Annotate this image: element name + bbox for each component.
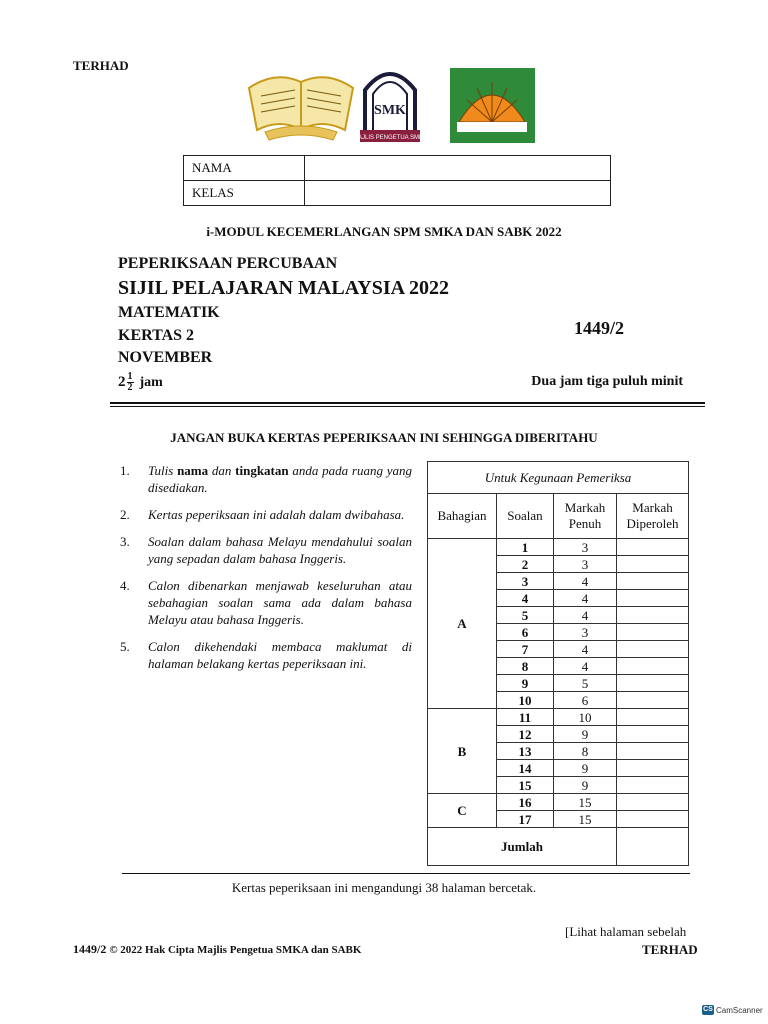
divider-thin (110, 406, 705, 407)
question-number: 10 (497, 692, 554, 709)
header-full-marks: Markah Penuh (554, 494, 617, 539)
instruction-text: Calon dikehendaki membaca maklumat di halaman belakang kertas peperiksaan ini. (148, 639, 412, 671)
obtained-mark-cell[interactable] (617, 692, 689, 709)
duration-unit: jam (139, 374, 163, 390)
duration-words: Dua jam tiga puluh minit (531, 374, 683, 389)
examiner-marks-table (427, 461, 689, 866)
instruction-text: Tulis nama dan tingkatan anda pada ruang yang disediakan. (148, 463, 412, 495)
duration-whole: 2 (118, 374, 126, 390)
question-number: 16 (497, 794, 554, 811)
question-number: 3 (497, 573, 554, 590)
question-number: 13 (497, 743, 554, 760)
see-next-page: [Lihat halaman sebelah (565, 924, 687, 939)
exam-title: PEPERIKSAAN PERCUBAAN (118, 255, 338, 272)
obtained-mark-cell[interactable] (617, 777, 689, 794)
footer-copyright (73, 942, 361, 957)
question-number: 17 (497, 811, 554, 828)
instruction-item (120, 533, 412, 567)
question-number: 11 (497, 709, 554, 726)
full-mark: 5 (554, 675, 617, 692)
full-mark: 3 (554, 624, 617, 641)
footer-code: 1449/2 (73, 942, 107, 956)
full-mark: 4 (554, 607, 617, 624)
duration-denominator: 2 (127, 382, 133, 393)
section-a: A (428, 539, 497, 709)
duration-fraction (127, 372, 134, 393)
classification-header: TERHAD (73, 58, 129, 73)
full-mark: 8 (554, 743, 617, 760)
question-number: 14 (497, 760, 554, 777)
obtained-mark-cell[interactable] (617, 760, 689, 777)
question-number: 2 (497, 556, 554, 573)
duration (118, 372, 163, 393)
obtained-mark-cell[interactable] (617, 794, 689, 811)
class-field[interactable] (305, 181, 611, 206)
section-c: C (428, 794, 497, 828)
instruction-text: Calon dibenarkan menjawab keseluruhan atau sebahagian soalan sama ada dalam bahasa Melayu atau bahasa Inggeris. (148, 578, 412, 627)
full-mark: 9 (554, 760, 617, 777)
instruction-text: Soalan dalam bahasa Melayu mendahului soalan yang sepadan dalam bahasa Inggeris. (148, 534, 412, 566)
question-number: 6 (497, 624, 554, 641)
class-label: KELAS (184, 181, 305, 206)
page-count-note: Kertas peperiksaan ini mengandungi 38 halaman bercetak. (231, 880, 537, 895)
subject: MATEMATIK (118, 304, 220, 321)
name-class-form (183, 155, 611, 206)
question-number: 9 (497, 675, 554, 692)
divider-bottom (122, 873, 690, 874)
instruction-item (120, 638, 412, 672)
camscanner-label: CamScanner (716, 1005, 763, 1015)
open-book-logo (249, 77, 353, 140)
question-number: 7 (497, 641, 554, 658)
full-mark: 6 (554, 692, 617, 709)
logo-caption: MAJLIS PENGETUA SMKA (352, 135, 428, 141)
full-mark: 3 (554, 556, 617, 573)
obtained-mark-cell[interactable] (617, 556, 689, 573)
table-caption: Untuk Kegunaan Pemeriksa (428, 462, 689, 494)
divider-thick (110, 402, 705, 404)
sabk-logo (450, 68, 535, 143)
obtained-mark-cell[interactable] (617, 658, 689, 675)
instruction-number: 3. (120, 534, 130, 549)
question-number: 12 (497, 726, 554, 743)
name-field[interactable] (305, 156, 611, 181)
name-label: NAMA (184, 156, 305, 181)
exam-name: SIJIL PELAJARAN MALAYSIA 2022 (118, 277, 449, 299)
full-mark: 4 (554, 641, 617, 658)
month: NOVEMBER (118, 349, 213, 366)
full-mark: 4 (554, 590, 617, 607)
obtained-mark-cell[interactable] (617, 590, 689, 607)
full-mark: 9 (554, 726, 617, 743)
question-number: 15 (497, 777, 554, 794)
camscanner-watermark (702, 1005, 763, 1015)
full-mark: 3 (554, 539, 617, 556)
instruction-text: Kertas peperiksaan ini adalah dalam dwibahasa. (148, 507, 405, 522)
logo-mark-text: SMK (374, 103, 406, 118)
classification-footer: TERHAD (642, 942, 698, 957)
obtained-mark-cell[interactable] (617, 624, 689, 641)
header-section: Bahagian (428, 494, 497, 539)
camscanner-icon: CS (703, 1006, 713, 1013)
obtained-mark-cell[interactable] (617, 573, 689, 590)
question-number: 4 (497, 590, 554, 607)
instruction-item (120, 462, 412, 496)
obtained-mark-cell[interactable] (617, 743, 689, 760)
obtained-mark-cell[interactable] (617, 811, 689, 828)
footer-copyright-text: © 2022 Hak Cipta Majlis Pengetua SMKA dan SABK (109, 944, 362, 956)
full-mark: 4 (554, 573, 617, 590)
obtained-mark-cell[interactable] (617, 607, 689, 624)
question-number: 5 (497, 607, 554, 624)
full-mark: 15 (554, 794, 617, 811)
full-mark: 9 (554, 777, 617, 794)
instruction-item (120, 506, 412, 523)
section-b: B (428, 709, 497, 794)
total-cell[interactable] (617, 828, 689, 866)
paper: KERTAS 2 (118, 327, 195, 344)
full-mark: 15 (554, 811, 617, 828)
instruction-item (120, 577, 412, 628)
full-mark: 4 (554, 658, 617, 675)
module-title: i-MODUL KECEMERLANGAN SPM SMKA DAN SABK 2022 (206, 224, 562, 239)
obtained-mark-cell[interactable] (617, 726, 689, 743)
question-number: 8 (497, 658, 554, 675)
obtained-mark-cell[interactable] (617, 709, 689, 726)
total-label: Jumlah (428, 828, 617, 866)
header-obtained-marks: Markah Diperoleh (617, 494, 689, 539)
instructions-list (120, 462, 412, 682)
logo-group (245, 60, 545, 150)
instruction-number: 5. (120, 639, 130, 654)
instruction-number: 1. (120, 463, 130, 478)
obtained-mark-cell[interactable] (617, 641, 689, 658)
obtained-mark-cell[interactable] (617, 675, 689, 692)
majlis-pengetua-logo (353, 74, 427, 142)
full-mark: 10 (554, 709, 617, 726)
warning-text: JANGAN BUKA KERTAS PEPERIKSAAN INI SEHINGGA DIBERITAHU (170, 430, 598, 445)
question-number: 1 (497, 539, 554, 556)
paper-code: 1449/2 (574, 318, 625, 338)
header-question: Soalan (497, 494, 554, 539)
duration-numerator: 1 (127, 371, 133, 382)
obtained-mark-cell[interactable] (617, 539, 689, 556)
instruction-number: 2. (120, 507, 130, 522)
instruction-number: 4. (120, 578, 130, 593)
